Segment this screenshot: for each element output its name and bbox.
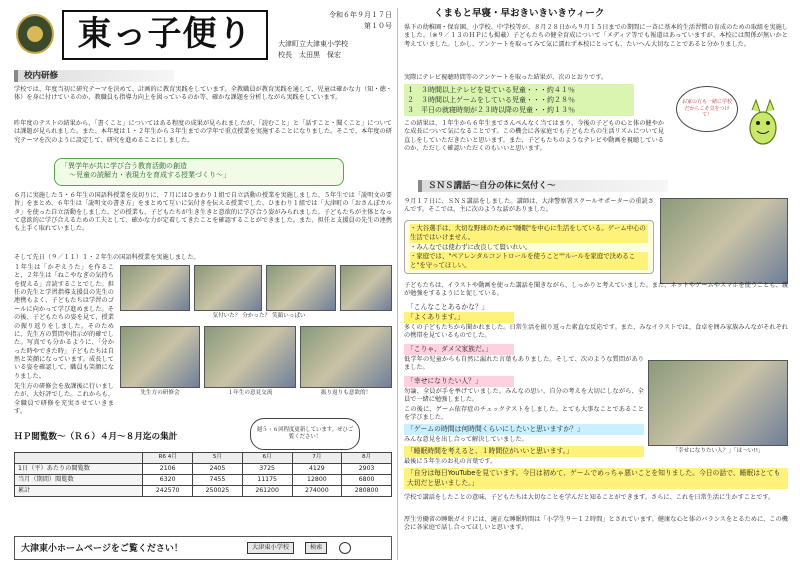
quote-lecturer-question: 「こんなことあるかな？」: [407, 303, 489, 311]
sns-paragraph-6: この後に、ゲーム依存症のチェックテストをしました。とても大事なことであることを学びました。: [404, 406, 644, 422]
sns-paragraph-2: 子どもたちは、イラストや動画を使った講話を聞きながら、しっかりと考えていました。また、ネットやゲームやスマホを使うことも、親が勉強をするようにと促している。: [404, 282, 788, 298]
newsletter-title-box: [62, 10, 268, 60]
research-theme-line-1: 「異学年が共に学び合う教育活動の創造: [61, 162, 187, 170]
issue-info: [278, 10, 392, 60]
section-heading-training: 校内研修: [14, 70, 174, 82]
right-column: [404, 8, 788, 560]
photo-teacher-training: [120, 326, 200, 388]
photo-first-grade-exchange: [204, 326, 296, 388]
table-cell: 2903: [342, 464, 392, 475]
search-keyword-box[interactable]: 大津東小学校: [247, 542, 294, 554]
table-cell: 7455: [193, 475, 243, 486]
sns-paragraph-4: 低学年の児童からも自然に漏れた言葉もありました。そして、次のような質問がありました。: [404, 356, 644, 372]
hp-table-header: 7月: [292, 453, 342, 464]
quote-fifth-grader: 「自分は毎日YouTubeを見ています。今日は初めて、ゲームでめっちゃ悪いことを知りました。今日の話で、睡眠はとても大切だと思いました。」: [404, 468, 788, 489]
table-cell: 2106: [143, 464, 193, 475]
search-button[interactable]: 検索: [305, 542, 327, 554]
table-cell: 当月（期間）閲覧数: [15, 475, 143, 486]
sleep-week-paragraph-1: 県下の幼稚園・保育園、小学校、中学校等が、８月２８日から９月１５日までの期間に一斉に基本的生活習慣の育成のための取組を実施しました。（※９／１３のＨＰにも掲載）子どもたちの健全育成について「メディア等でも報道はあっていますが、本校には関係が無いかと考えていました。しかし、アンケートを取ってみて気に濡れず本校にとっても、たいへん大切なことであると分かりました。: [404, 24, 788, 48]
search-icon: [339, 542, 351, 554]
table-cell: 261200: [242, 486, 292, 497]
research-theme-line-2: 〜児童の読解力・表現力を育成する授業づくり〜」: [69, 171, 230, 180]
caption-reflection: 振り返りも意欲的！: [320, 390, 372, 396]
issue-date: 令和６年９月１７日: [329, 11, 392, 19]
survey-result-3: ３ 平日の就寝時刻が２３時以降の児童・・約１３％: [407, 106, 575, 115]
quote-want-happiness: 「幸せになりたい人？」: [404, 376, 514, 387]
table-cell: 12800: [292, 475, 342, 486]
training-paragraph-4: そして先日（９／１１）１・２年生の国語科授業を実施しました。: [14, 254, 200, 261]
column-divider: [397, 8, 398, 560]
table-cell: 3725: [242, 464, 292, 475]
sns-points-box: [404, 220, 654, 274]
caption-hands-raised: 「幸せになりたい人？」「は〜い!!」: [672, 448, 764, 454]
sns-paragraph-10: 厚生労働省の睡眠ガイドには、適正な睡眠時間は「小学生９〜１２時間」とされています。健康な心と体のバランスをとるために、この機会に各家庭で話し合ってほしいと思います。: [404, 516, 788, 532]
hp-table-header: [15, 453, 143, 464]
hp-views-table: [14, 452, 392, 497]
hp-views-heading: ＨＰ閲覧数〜（Ｒ６）４月〜８月迄の集計: [14, 432, 178, 442]
section-heading-sleep-week: くまもと早寝・早おきいきいきウィーク: [434, 8, 605, 19]
hp-table-header: 6月: [242, 453, 292, 464]
photo-hands-raised: [648, 360, 788, 446]
table-cell: 6800: [342, 475, 392, 486]
advice-speech-bubble: お家の方も一緒に学校だからこそ気をつけて！: [676, 86, 738, 132]
sns-paragraph-5: 勿論、全員が手を挙げていました。みんなの思い、自分の考えを大切にしながら、全員で一緒に勉強しました。: [404, 388, 644, 404]
hp-table-header: 8月: [342, 453, 392, 464]
section-heading-sns: ＳＮＳ講話〜自分の体に気付く〜: [418, 180, 668, 192]
table-row: [15, 464, 392, 475]
training-paragraph-3: ６月に実施した５・６年生の国語科授業を皮切りに、７月にはひまわり１組で自立活動の授業を実施しました。５年生では「説明文の要旨」をまとめ、６年生は「説明文の書き方」をまとめて互いに気付きを伝える授業でした。ひまわり１組では「大津町の「おさんぽカルタ」を使った自立活動をしました。どの授業も、子どもたちが生き生きと意欲的に学び合う姿がみられました。子どもたちが主体となって意欲的に学び合えるための工夫として、確かな力が定着してきたことを確認することができました。また、担任と支援員の先生の連携も上手く取れていました。: [14, 192, 392, 233]
photo-class-4: [340, 265, 392, 311]
table-cell: 累計: [15, 486, 143, 497]
table-cell: 1日（平）あたりの閲覧数: [15, 464, 143, 475]
photo-sns-lecture: [660, 198, 788, 284]
sns-point-2: ・みんなでは使わずに改良して賢いれい。: [410, 242, 532, 251]
mascot-character-icon: [742, 96, 784, 148]
research-theme-box: [54, 158, 344, 186]
homepage-footer-band: [14, 536, 392, 560]
table-cell: 6320: [143, 475, 193, 486]
training-paragraph-5: １年生は「かぞえうた」を作ること、２年生は「ねこやなぎの気持ちを捉える」音読することでした。担任の先生と学習指導支援員の先生の連携もよく、子どもたちは学習のゴールに向かって学び進めました。その後、子どもたちの姿を見て、授業の振り返りをしました。そのために、先生方の質問や指示が的確でした。写真でも分かるように、「分かった時やできた時」子どもたちは自然と笑顔になっています。成長している姿を確認して、職員も笑顔になりました。: [14, 264, 114, 380]
hp-table-header: 5月: [193, 453, 243, 464]
quote-bad-family: 「こりゃ、ダメ父家族だ。」: [404, 344, 514, 355]
quote-students-answer: 「よくあります。」: [404, 312, 514, 323]
table-cell: 2405: [193, 464, 243, 475]
sns-paragraph-1: ９月１７日に、ＳＮＳ講話をしました。講師は、大津警察署スクールサポーターの重読さんです。そこでは、主に次のような話がありました。: [404, 198, 654, 214]
hp-table-header: R6 4月: [143, 453, 193, 464]
caption-first-grade: １年生の意見交流: [227, 390, 273, 396]
survey-results-box: [404, 84, 634, 116]
sns-paragraph-3: 多くの子どもたちから聞かれました。日常生活を振り返った素直な反応です。また、みなイラストでは、食卓を囲み家族みんながそれぞれの携帯を見ているものでした。: [404, 324, 788, 340]
table-cell: 274000: [292, 486, 342, 497]
training-paragraph-6: 先生方の研修会を放課後に行いましたが、大好評でした。これからも、全職員で研修を充実させていきます。: [14, 383, 114, 416]
quote-one-hour: 「睡眠時間を考えると、１時間位がいいと思います。」: [404, 446, 644, 457]
issue-number: 第１０号: [364, 21, 392, 30]
table-cell: 280800: [342, 486, 392, 497]
photo-class-2: [194, 265, 262, 311]
training-paragraph-2: 昨年度のテストの結果から、「書くこと」についてはある程度の成果が見られましたが、「読むこと」と「話すこと・聞くこと」については課題が見られました。また、本年度は１・２年生から３年生までの学年で重点授業を実施することになりました。そこで、本年度の研究テーマを次のように設定して、研究を進めることにしました。: [14, 120, 392, 144]
sns-paragraph-7: みんな意見を出し合って解決していました。: [404, 436, 528, 443]
masthead: [14, 8, 392, 62]
table-cell: 242570: [143, 486, 193, 497]
caption-smiles: 気付いた？ 分かった？ 笑顔いっぱい: [212, 313, 306, 319]
left-column: [14, 8, 392, 560]
photo-reflection: [300, 326, 392, 388]
school-name: 大津町立大津東小学校: [278, 40, 348, 48]
quote-game-time: 「ゲームの時間は何時間くらいにしたいと思いますか？」: [404, 424, 644, 435]
sns-point-3: ・家庭では、"ペアレンタルコントロールを使うこと""ルールを家庭で決めること"を守ってほしい。: [410, 252, 648, 271]
sns-paragraph-9: 学校で講話をしたことの意味、子どもたちは大切なことを学んだと知ることができます。さらに、これを日常生活に生かすことです。: [404, 494, 775, 501]
homepage-footer-text: 大津東小ホームページをご覧ください！: [21, 544, 183, 554]
hp-update-note: 週５・６回程度更新しています。ぜひご覧ください！: [250, 418, 360, 450]
caption-teacher-training: 先生方の研修会: [140, 390, 180, 396]
table-row: [15, 486, 392, 497]
photo-class-1: [120, 265, 190, 311]
sns-point-1: ・大谷選手は、大切な野球のために"睡眠"を中心に生活をしている。ゲーム中心の生活ではいけません。: [410, 224, 648, 243]
school-emblem-icon: [16, 14, 54, 54]
sns-paragraph-8: 最後に５年生のお礼の言葉です。: [404, 458, 497, 465]
newsletter-title: 東っ子便り: [77, 14, 253, 55]
hp-table-header-row: [15, 453, 392, 464]
sleep-week-paragraph-2: 実際にテレビ視聴時間等のアンケートを取った結果が、次のとおりです。: [404, 74, 608, 81]
table-cell: 4129: [292, 464, 342, 475]
sleep-week-paragraph-3: この結果は、１年生から６年生までさんぺんなく当てはまり、今後の子どもの心と体の健やかな成長について気になることです。この機会に各家庭でも子どもたちの生活リズムについて見直しをしていただきたいと思います。また、子どもたちのようなテレビや動画を視聴しているのか、ただしく確認いただくのもいいと思います。: [404, 120, 664, 153]
table-cell: 11175: [242, 475, 292, 486]
survey-result-2: ２ ３時間以上ゲームをしている児童・・・約２８％: [407, 96, 575, 105]
photo-class-3: [266, 265, 336, 311]
survey-result-1: １ ３時間以上テレビを見ている児童・・・約４１％: [407, 86, 575, 94]
principal-name: 校長 太田黒 保宏: [278, 50, 341, 59]
table-cell: 250025: [193, 486, 243, 497]
training-paragraph-1: 学校では、年度当初に研究テーマを決めて、計画的に教育実践をしています。全教職員が教育実践を通して、児童は確かな力（知・徳・体）を身に付けているのか、教職員も指導力向上を図っているのか等、確かな課題を分析しながら実践をしています。: [14, 86, 392, 102]
table-row: [15, 475, 392, 486]
